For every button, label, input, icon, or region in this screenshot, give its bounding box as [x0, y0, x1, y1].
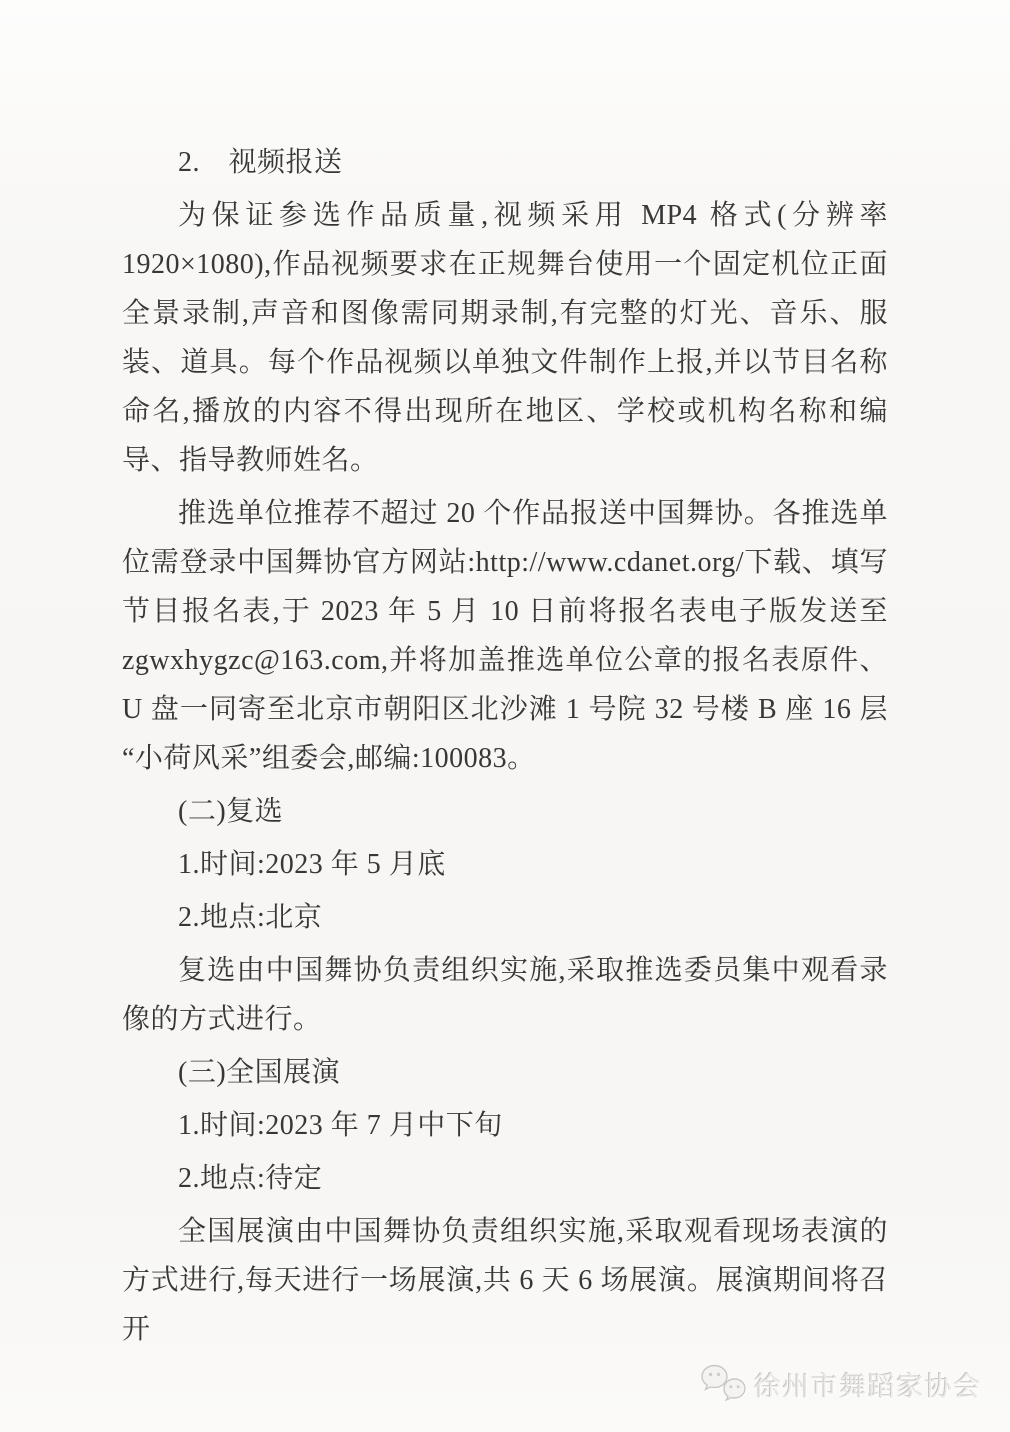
section-heading-video-submission: 2. 视频报送 — [178, 147, 343, 178]
paragraph-submission-process: 推选单位推荐不超过 20 个作品报送中国舞协。各推选单位需登录中国舞协官方网站:http://www.cdanet.org/下载、填写节目报名表,于 2023 年 5 月 10 日前将报名表电子版发送至 zgwxhygzc@163.com,并将加盖推选单位公章的报名表原件、U 盘一同寄至北京市朝阳区北沙滩 1 号院 32 号楼 B 座 16 层“小荷风采”组委会,邮编:100083。 — [122, 498, 888, 774]
document-body — [122, 138, 888, 1358]
wechat-icon — [700, 1364, 747, 1404]
line-second-round-time: 1.时间:2023 年 5 月底 — [178, 849, 446, 880]
line-showcase-location: 2.地点:待定 — [178, 1163, 323, 1194]
watermark — [700, 1364, 982, 1404]
line-second-round-location: 2.地点:北京 — [178, 902, 323, 933]
paragraph-showcase-method: 全国展演由中国舞协负责组织实施,采取观看现场表演的方式进行,每天进行一场展演,共 6 天 6 场展演。展演期间将召开 — [122, 1216, 888, 1345]
watermark-text: 徐州市舞蹈家协会 — [754, 1371, 982, 1402]
line-showcase-time: 1.时间:2023 年 7 月中下旬 — [178, 1110, 503, 1141]
paragraph-second-round-method: 复选由中国舞协负责组织实施,采取推选委员集中观看录像的方式进行。 — [122, 955, 888, 1035]
section-heading-second-round: (二)复选 — [178, 796, 284, 827]
section-heading-national-showcase: (三)全国展演 — [178, 1057, 341, 1088]
paragraph-video-requirements: 为保证参选作品质量,视频采用 MP4 格式(分辨率 1920×1080),作品视频要求在正规舞台使用一个固定机位正面全景录制,声音和图像需同期录制,有完整的灯光、音乐、服装、道具。每个作品视频以单独文件制作上报,并以节目名称命名,播放的内容不得出现所在地区、学校或机构名称和编导、指导教师姓名。 — [122, 200, 888, 476]
